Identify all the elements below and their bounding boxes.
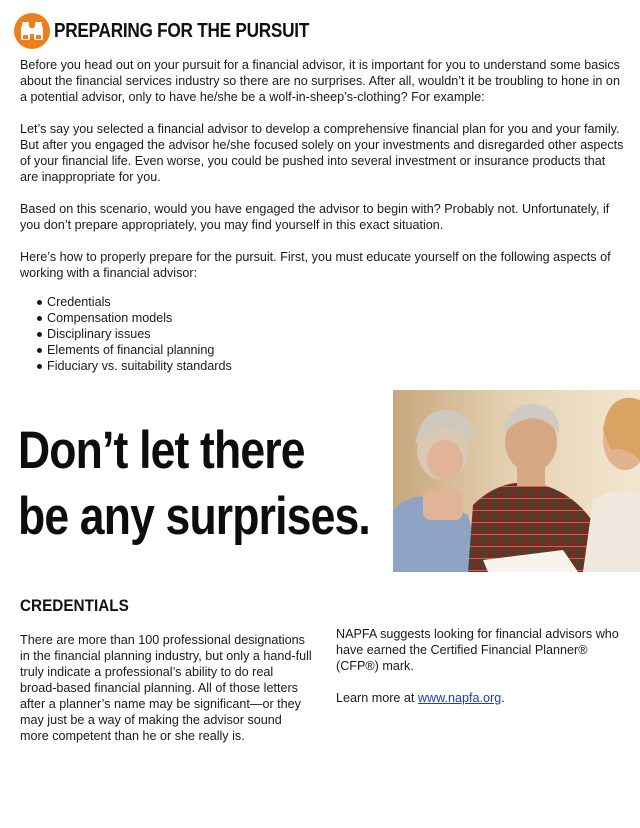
credentials-title: CREDENTIALS [20,596,129,615]
bullet-icon [37,364,42,369]
list-item: Credentials [36,294,626,310]
photo-illustration [393,390,640,572]
intro-paragraph: Let’s say you selected a financial advisor to develop a comprehensive financial plan for you and your family. But after you engaged the advisor he/she focused solely on your investments and disregarded other aspects of your financial life. Even worse, you could be pushed into several investment or insurance products that are inappropriate for you. [20,122,624,184]
intro-paragraph: Here’s how to properly prepare for the pursuit. First, you must educate yourself on the following aspects of working with a financial advisor: [20,250,611,280]
bullet-icon [37,316,42,321]
list-item: Compensation models [36,310,626,326]
headline-line: Don’t let there [18,421,305,480]
aspects-list [36,294,626,374]
bullet-icon [37,332,42,337]
headline-line: be any surprises. [18,487,370,546]
section-header [14,12,351,50]
list-item: Elements of financial planning [36,342,626,358]
napfa-link[interactable]: www.napfa.org [417,691,502,705]
bullet-icon [37,348,42,353]
credentials-right-column [336,626,626,722]
napfa-paragraph: NAPFA suggests looking for financial advisors who have earned the Certified Financial Planner® (CFP®) mark. [336,627,619,673]
intro-section [20,57,626,374]
intro-paragraph: Before you head out on your pursuit for a financial advisor, it is important for you to understand some basics about the financial services industry so there are no surprises. After all, wouldn’t it be troubling to hone in on a potential advisor, only to have he/she be a wolf-in-sheep’s-clothing? For example: [20,58,620,104]
couple-with-advisor-photo [393,390,640,572]
list-item: Disciplinary issues [36,326,626,342]
page-title: PREPARING FOR THE PURSUIT [54,19,310,42]
binoculars-icon [14,13,50,49]
bullet-icon [37,300,42,305]
intro-paragraph: Based on this scenario, would you have engaged the advisor to begin with? Probably not. Unfortunately, if you don’t prepare appropriately, you may find yourself in this exact situation. [20,202,610,232]
credentials-paragraph: There are more than 100 professional designations in the financial planning industry, but only a hand-full truly indicate a professional’s ability to do real broad-based financial planning. All of those letters after a planner’s name may be significant—or they may just be a way of making the advisor sound more competent than he or she really is. [20,633,312,743]
learn-more-paragraph: Learn more at www.napfa.org. [336,691,505,705]
list-item: Fiduciary vs. suitability standards [36,358,626,374]
credentials-left-column [20,632,312,744]
